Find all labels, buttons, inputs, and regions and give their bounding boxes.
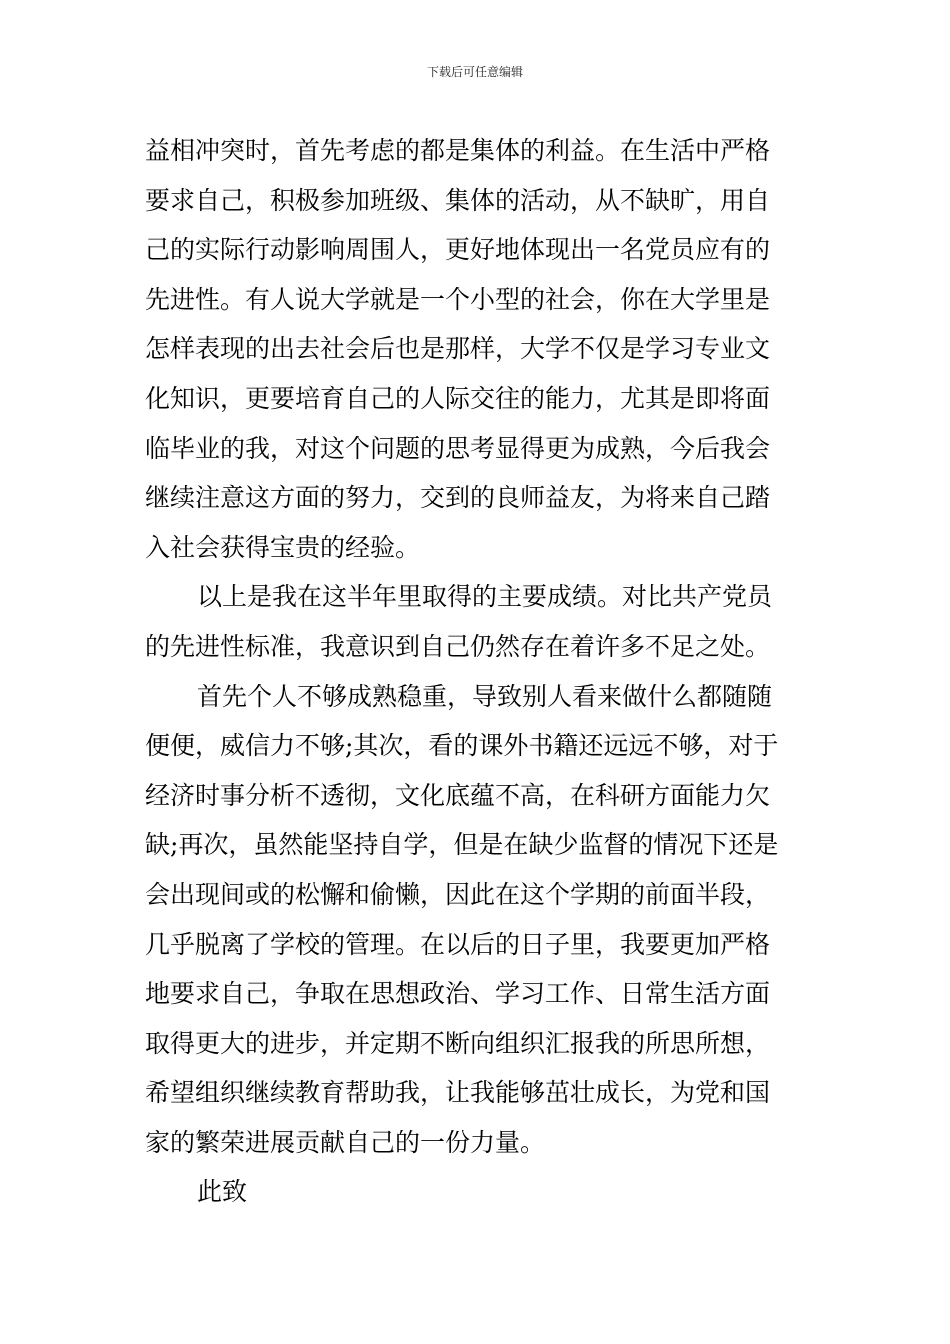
text-line: 地要求自己，争取在思想政治、学习工作、日常生活方面 [145, 979, 771, 1009]
text-line: 会出现间或的松懈和偷懒，因此在这个学期的前面半段， [145, 879, 771, 909]
text-line: 入社会获得宝贵的经验。 [145, 532, 421, 562]
text-line: 便便，威信力不够;其次，看的课外书籍还远远不够，对于 [145, 731, 779, 761]
text-line: 希望组织继续教育帮助我，让我能够茁壮成长，为党和国 [145, 1078, 771, 1108]
text-line: 怎样表现的出去社会后也是那样，大学不仅是学习专业文 [145, 334, 771, 364]
text-line: 化知识，更要培育自己的人际交往的能力，尤其是即将面 [145, 383, 771, 413]
page-header: 下载后可任意编辑 [426, 65, 523, 79]
text-line: 要求自己，积极参加班级、集体的活动，从不缺旷，用自 [145, 185, 771, 215]
text-line: 几乎脱离了学校的管理。在以后的日子里，我要更加严格 [145, 929, 771, 959]
text-line: 取得更大的进步，并定期不断向组织汇报我的所思所想， [145, 1028, 771, 1058]
text-line: 以上是我在这半年里取得的主要成绩。对比共产党员 [197, 582, 773, 612]
text-line: 继续注意这方面的努力，交到的良师益友，为将来自己踏 [145, 483, 771, 513]
text-line: 家的繁荣进展贡献自己的一份力量。 [145, 1127, 546, 1157]
text-line: 的先进性标准，我意识到自己仍然存在着许多不足之处。 [145, 631, 771, 661]
text-line: 临毕业的我，对这个问题的思考显得更为成熟，今后我会 [145, 433, 771, 463]
text-line: 缺;再次，虽然能坚持自学，但是在缺少监督的情况下还是 [145, 830, 779, 860]
text-line: 先进性。有人说大学就是一个小型的社会，你在大学里是 [145, 284, 771, 314]
text-line: 益相冲突时，首先考虑的都是集体的利益。在生活中严格 [145, 136, 771, 165]
text-line: 经济时事分析不透彻，文化底蕴不高，在科研方面能力欠 [145, 780, 771, 810]
document-body [145, 126, 807, 1217]
text-line: 首先个人不够成熟稳重，导致别人看来做什么都随随 [197, 681, 773, 711]
text-line: 己的实际行动影响周围人，更好地体现出一名党员应有的 [145, 235, 771, 265]
text-line: 此致 [197, 1177, 248, 1207]
